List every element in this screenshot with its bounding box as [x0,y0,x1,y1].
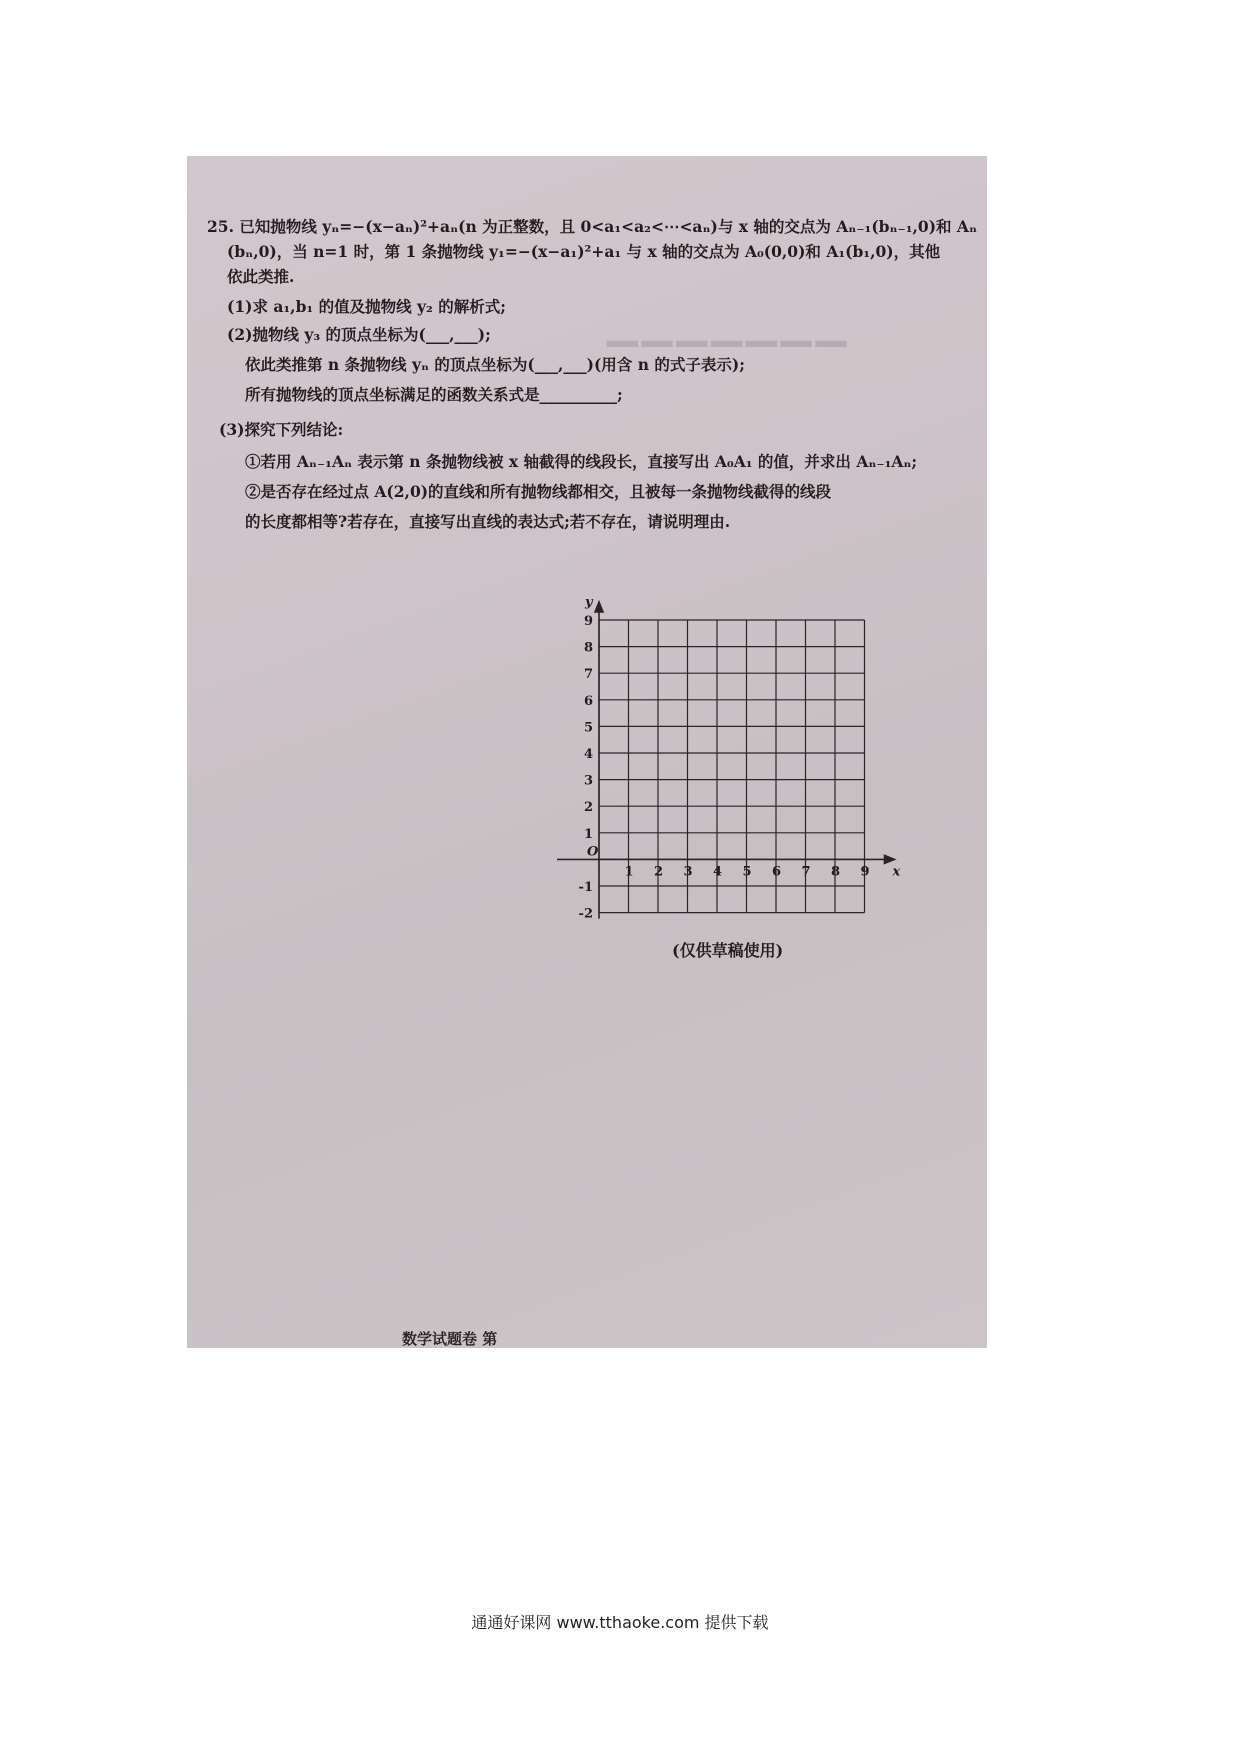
x-tick-label: 9 [860,864,870,880]
problem-part-3: (3)探究下列结论: [219,420,344,439]
y-tick-label: -2 [578,906,593,922]
y-tick-label: 1 [583,826,593,842]
y-tick-label: 6 [583,693,593,709]
x-tick-label: 8 [831,864,841,880]
problem-part-2c: 所有抛物线的顶点坐标满足的函数关系式是__________; [245,385,623,404]
problem-part-1: (1)求 a₁,b₁ 的值及抛物线 y₂ 的解析式; [227,297,506,316]
y-tick-label: 4 [583,747,593,762]
y-tick-label: 9 [583,614,593,629]
coordinate-grid [557,595,937,1026]
x-tick-label: 5 [742,864,752,880]
problem-line-1: 25. 已知抛物线 yₙ=−(x−aₙ)²+aₙ(n 为正整数，且 0<a₁<a₂<⋯<aₙ)与 x 轴的交点为 Aₙ₋₁(bₙ₋₁,0)和 Aₙ [207,217,977,236]
grid-caption: (仅供草稿使用) [672,941,784,960]
y-tick-label: 5 [583,720,593,736]
axes [557,602,895,919]
x-tick-label: 2 [654,864,664,880]
footer-text: 通通好课网 www.tthaoke.com 提供下载 [471,1613,769,1632]
y-tick-label: -1 [578,880,593,895]
problem-line-2: (bₙ,0)，当 n=1 时，第 1 条抛物线 y₁=−(x−a₁)²+a₁ 与 x 轴的交点为 A₀(0,0)和 A₁(b₁,0)，其他 [227,242,941,261]
scanned-photo [187,156,987,1348]
problem-part-3-1: ①若用 Aₙ₋₁Aₙ 表示第 n 条抛物线被 x 轴截得的线段长，直接写出 A₀A₁ 的值，并求出 Aₙ₋₁Aₙ; [245,452,918,471]
grid-lines [599,620,865,913]
y-tick-label: 3 [583,773,593,789]
problem-part-2b: 依此类推第 n 条抛物线 yₙ 的顶点坐标为(___,___)(用含 n 的式子表示); [245,355,745,374]
problem-part-2a: (2)抛物线 y₃ 的顶点坐标为(___,___); [227,325,491,344]
bleed-through-title: ▁▁▁▁▁▁▁ [607,301,851,347]
x-axis-arrow [885,855,895,863]
y-tick-label: 2 [583,800,593,816]
x-tick-label: 6 [772,864,782,880]
x-axis-label: x [892,864,901,880]
x-tick-label: 4 [713,864,723,880]
page-label: 数学试题卷 第 [402,1330,498,1348]
problem-line-3: 依此类推. [227,267,295,286]
y-axis-label: y [585,595,593,610]
y-tick-label: 7 [583,667,593,683]
x-tick-label: 1 [624,864,634,880]
y-tick-label: 8 [583,640,593,656]
problem-part-3-2a: ②是否存在经过点 A(2,0)的直线和所有抛物线都相交，且被每一条抛物线截得的线段 [245,482,832,501]
x-tick-label: 3 [683,864,693,880]
x-tick-label: 7 [801,864,811,880]
tick-labels [579,614,870,922]
problem-part-3-2b: 的长度都相等?若存在，直接写出直线的表达式;若不存在，请说明理由. [245,512,731,531]
origin-label: O [587,844,599,860]
